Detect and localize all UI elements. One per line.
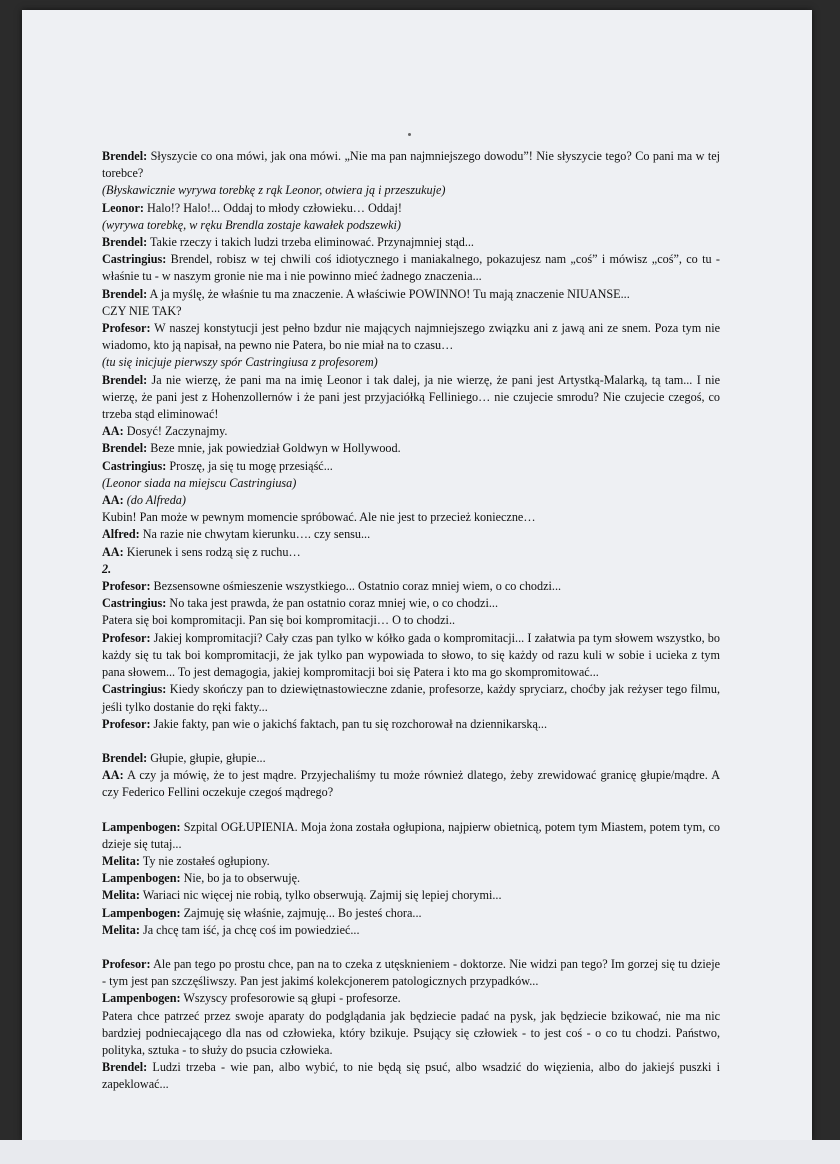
dialogue-text: Ale pan tego po prostu chce, pan na to czeka z utęsknieniem - doktorze. Nie widzi pan tego? Im gorzej się tu dzieje - tym jest pan szczęśliwszy. Pan jest jakimś kolekcjonerem patologicznych przypadków...: [102, 956, 720, 989]
speaker-name: Brendel:: [102, 750, 148, 765]
dialogue-text: Takie rzeczy i takich ludzi trzeba eliminować. Przynajmniej stąd...: [147, 235, 474, 250]
dialogue-text: Na razie nie chwytam kierunku…. czy sensu...: [139, 527, 371, 542]
dialogue-text: Brendel, robisz w tej chwili coś idiotycznego i maniakalnego, pokazujesz nam „coś” i mówisz „coś”, co tu - właśnie tu - w naszym gronie nie ma i nie powinno mieć żadnego znaczenia...: [102, 252, 720, 284]
speaker-name: Castringius:: [102, 596, 167, 611]
script-line: [102, 905, 720, 922]
dialogue-text: A ja myślę, że właśnie tu ma znaczenie. A właściwie POWINNO! Tu mają znaczenie NIUANSE...: [147, 286, 630, 301]
speaker-name: Lampenbogen:: [102, 819, 181, 834]
speaker-name: Brendel:: [102, 235, 148, 250]
dialogue-text: A czy ja mówię, że to jest mądre. Przyjechaliśmy tu może również dlatego, żeby zrewidować granicę głupie/mądre. A czy Federico Fellini oczekuje czegoś mądrego?: [102, 768, 720, 800]
script-line: [102, 767, 720, 801]
script-line: [102, 509, 720, 526]
dialogue-text: W naszej konstytucji jest pełno bzdur nie mających najmniejszego związku ani z jawą ani ze snem. Poza tym nie wiadomo, kto ją napisał, na pewno nie Patera, bo nie miał na to czasu…: [102, 321, 720, 353]
dialogue-text: Kubin! Pan może w pewnym momencie spróbować. Ale nie jest to przecież konieczne…: [102, 510, 536, 525]
speaker-name: Profesor:: [102, 579, 151, 594]
speaker-name: Leonor:: [102, 200, 144, 215]
speaker-name: Castringius:: [102, 458, 167, 473]
speaker-name: Profesor:: [102, 956, 151, 971]
speaker-name: Alfred:: [102, 527, 140, 542]
stage-direction: (Leonor siada na miejscu Castringiusa): [102, 475, 297, 490]
script-line: [102, 286, 720, 303]
speaker-name: Brendel:: [102, 286, 148, 301]
script-line: [102, 458, 720, 475]
dialogue-text: Głupie, głupie, głupie...: [147, 750, 266, 765]
speaker-name: Melita:: [102, 853, 140, 868]
script-line: [102, 681, 720, 715]
dialogue-text: Patera się boi kompromitacji. Pan się boi kompromitacji… O to chodzi..: [102, 613, 456, 628]
dialogue-text: Szpital OGŁUPIENIA. Moja żona została ogłupiona, najpierw obietnicą, potem tym Miastem, potem tym, co dzieje się tutaj...: [102, 819, 720, 851]
speaker-name: AA:: [102, 493, 124, 508]
script-line: [102, 492, 720, 509]
dialogue-text: CZY NIE TAK?: [102, 303, 182, 318]
dialogue-text: Wariaci nic więcej nie robią, tylko obserwują. Zajmij się lepiej chorymi...: [139, 888, 502, 903]
stage-direction: 2.: [102, 561, 112, 576]
script-line: [102, 990, 720, 1007]
script-line: [102, 251, 720, 285]
dialogue-text: Wszyscy profesorowie są głupi - profesorze.: [180, 991, 401, 1006]
script-line: [102, 922, 720, 939]
dialogue-text: Halo!? Halo!... Oddaj to młody człowieku… Oddaj!: [143, 200, 402, 215]
speaker-name: Brendel:: [102, 441, 148, 456]
speaker-name: Profesor:: [102, 630, 151, 645]
script-line: [102, 372, 720, 424]
dialogue-text: Jakiej kompromitacji? Cały czas pan tylko w kółko gada o kompromitacji... I załatwia pa tym słowem wszystko, bo każdy się tu tak boi kompromitacji, że jak tylko pan wypowiada to słowo, to się każdy od razu kuli w sobie i ucieka z tym pana słowem... To jest demagogia, jakiej kompromitacji boi się Patera i kto ma go skompromitować...: [102, 630, 720, 680]
speaker-name: Brendel:: [102, 372, 148, 387]
script-line: [102, 853, 720, 870]
speaker-name: AA:: [102, 544, 124, 559]
page-bottom-margin: [0, 1140, 840, 1164]
script-line: [102, 544, 720, 561]
dialogue-text: Nie, bo ja to obserwuję.: [180, 871, 301, 886]
script-line: [102, 819, 720, 853]
dialogue-text: Kiedy skończy pan to dziewiętnastowieczne zdanie, profesorze, każdy spryciarz, choćby jak reżyser tego filmu, jeśli tylko dostanie do ręki fakty...: [102, 682, 720, 714]
script-line: [102, 887, 720, 904]
speaker-name: Profesor:: [102, 716, 151, 731]
paragraph-gap: [102, 733, 720, 750]
dialogue-text: (do Alfreda): [123, 493, 186, 508]
script-line: [102, 423, 720, 440]
script-line: [102, 595, 720, 612]
script-text: [102, 148, 720, 1094]
speaker-name: Melita:: [102, 888, 140, 903]
speaker-name: Brendel:: [102, 149, 148, 163]
script-line: [102, 217, 720, 234]
script-line: [102, 956, 720, 990]
dialogue-text: Ja chcę tam iść, ja chcę coś im powiedzieć...: [139, 922, 360, 937]
script-line: [102, 526, 720, 543]
stage-direction: (Błyskawicznie wyrywa torebkę z rąk Leonor, otwiera ją i przeszukuje): [102, 183, 446, 198]
dialogue-text: Beze mnie, jak powiedział Goldwyn w Hollywood.: [147, 441, 401, 456]
script-line: [102, 354, 720, 371]
speaker-name: Brendel:: [102, 1060, 148, 1075]
script-line: [102, 200, 720, 217]
script-line: [102, 716, 720, 733]
dialogue-text: Dosyć! Zaczynajmy.: [123, 424, 228, 439]
script-line: [102, 612, 720, 629]
stage-direction: (wyrywa torebkę, w ręku Brendla zostaje kawałek podszewki): [102, 217, 401, 232]
speaker-name: AA:: [102, 424, 124, 439]
dialogue-text: Ludzi trzeba - wie pan, albo wybić, to nie będą się psuć, albo wsadzić do więzienia, albo do jakiejś puszki i zapeklować...: [102, 1060, 720, 1092]
paragraph-gap: [102, 802, 720, 819]
script-line: [102, 1059, 720, 1093]
script-line: [102, 1008, 720, 1060]
dialogue-text: Ja nie wierzę, że pani ma na imię Leonor i tak dalej, ja nie wierzę, że pani jest Artystką-Malarką, tą tam... I nie wierzę, że pani jest z Hohenzollernów i że pani jest przyjaciółką Felliniego… nie czujecie smrodu? Nie czujecie czegoś, co trzeba stąd eliminować!: [102, 372, 720, 422]
script-line: [102, 870, 720, 887]
speaker-name: Castringius:: [102, 682, 167, 697]
speaker-name: Lampenbogen:: [102, 991, 181, 1006]
speaker-name: Lampenbogen:: [102, 871, 181, 886]
script-line: [102, 630, 720, 682]
stage-direction: (tu się inicjuje pierwszy spór Castringiusa z profesorem): [102, 355, 378, 370]
dialogue-text: Bezsensowne ośmieszenie wszystkiego... Ostatnio coraz mniej wiem, o co chodzi...: [150, 579, 562, 594]
script-line: [102, 320, 720, 354]
speaker-name: Castringius:: [102, 252, 167, 267]
page-speck: [408, 133, 411, 136]
speaker-name: AA:: [102, 768, 124, 783]
dialogue-text: Ty nie zostałeś ogłupiony.: [139, 853, 270, 868]
speaker-name: Profesor:: [102, 321, 151, 336]
script-line: [102, 750, 720, 767]
script-line: [102, 148, 720, 182]
dialogue-text: No taka jest prawda, że pan ostatnio coraz mniej wie, o co chodzi...: [166, 596, 498, 611]
speaker-name: Lampenbogen:: [102, 905, 181, 920]
script-line: [102, 475, 720, 492]
dialogue-text: Kierunek i sens rodzą się z ruchu…: [123, 544, 301, 559]
dialogue-text: Patera chce patrzeć przez swoje aparaty do podglądania jak będziecie padać na pysk, jak będziecie bzikować, nie ma nic bardziej podniecającego dla nas od człowieka, który bzikuje. Psujący się człowiek - to jest coś - o co tu chodzi. Państwo, polityka, sztuka - to służy do psucia człowieka.: [102, 1008, 720, 1057]
script-line: [102, 578, 720, 595]
dialogue-text: Słyszycie co ona mówi, jak ona mówi. „Nie ma pan najmniejszego dowodu”! Nie słyszycie tego? Co pani ma w tej torebce?: [102, 149, 720, 181]
dialogue-text: Proszę, ja się tu mogę przesiąść...: [166, 458, 333, 473]
script-line: [102, 561, 720, 578]
script-line: [102, 440, 720, 457]
dialogue-text: Jakie fakty, pan wie o jakichś faktach, pan tu się rozchorował na dziennikarską...: [150, 716, 548, 731]
paragraph-gap: [102, 939, 720, 956]
script-line: [102, 303, 720, 320]
speaker-name: Melita:: [102, 922, 140, 937]
script-line: [102, 234, 720, 251]
dialogue-text: Zajmuję się właśnie, zajmuję... Bo jesteś chora...: [180, 905, 422, 920]
script-line: [102, 182, 720, 199]
